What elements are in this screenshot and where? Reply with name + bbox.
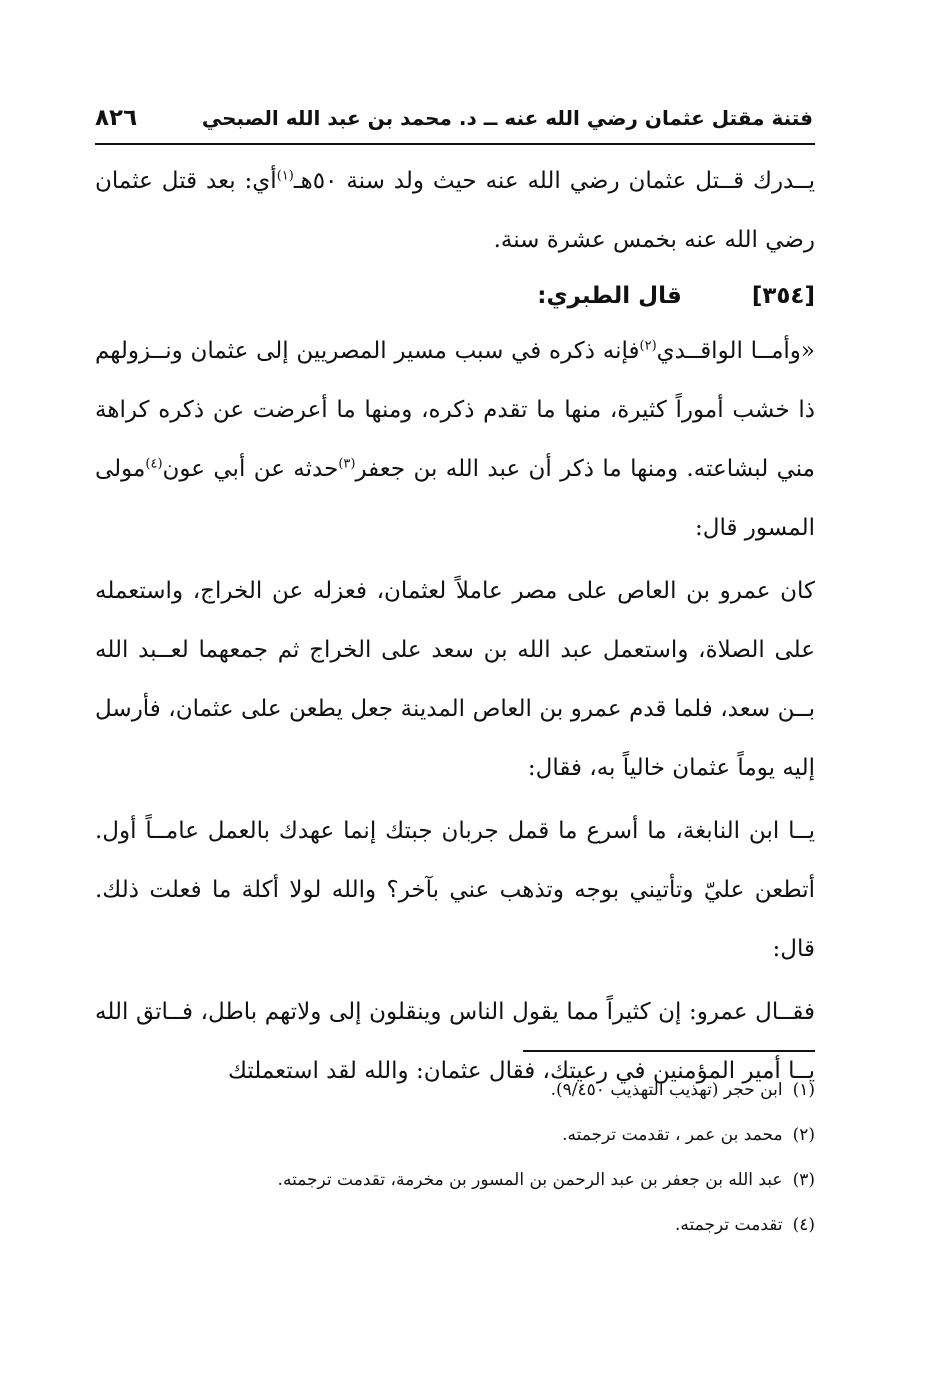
footnote-4: [95, 1203, 815, 1248]
running-header: [95, 98, 813, 138]
paragraph-2-part-a: «وأمــا الواقــدي: [656, 338, 815, 364]
paragraph-4: يــا ابن النابغة، ما أسرع ما قمل جربان جبتك إنما عهدك بالعمل عامــاً أول. أتطعن عليّ وتأتيني بوجه وتذهب عني بآخر؟ والله لولا أكلة ما فعلت ذلك. قال:: [95, 818, 815, 962]
footnote-3: [95, 1158, 815, 1203]
body-text: [95, 152, 815, 1101]
section-label: قال الطبري:: [537, 283, 682, 309]
footnote-number: (٤): [792, 1215, 815, 1235]
footnote-ref-4[interactable]: (٤): [145, 456, 163, 472]
footnote-2: [95, 1113, 815, 1158]
footnote-number: (٣): [792, 1170, 815, 1190]
footnote-ref-1[interactable]: (١): [276, 168, 294, 184]
paragraph-1-start: يــدرك قــتل عثمان رضي الله عنه حيث ولد سنة ٥٠هـ: [293, 168, 816, 194]
paragraph-5: فقــال عمرو: إن كثيراً مما يقول الناس وينقلون إلى ولاتهم باطل، فــاتق الله يــا أمير المؤمنين في رعيتك، فقال عثمان: والله لقد استعملتك: [95, 999, 815, 1084]
paragraph-1: [95, 152, 815, 270]
paragraph-1-end: أي: بعد قتل عثمان رضي الله عنه بخمس عشرة سنة.: [95, 168, 815, 253]
paragraph-2: [95, 322, 815, 558]
paragraph-2-part-c: حدثه عن أبي عون: [162, 456, 339, 482]
section-number: [٣٥٤]: [751, 283, 815, 309]
footnote-text: محمد بن عمر ، تقدمت ترجمته.: [562, 1125, 783, 1145]
footnote-text: عبد الله بن جعفر بن عبد الرحمن بن المسور بن مخرمة، تقدمت ترجمته.: [277, 1170, 783, 1190]
footnote-1: [95, 1068, 815, 1113]
footnote-text: ابن حجر (تهذيب التهذيب ٩/٤٥٠).: [550, 1080, 783, 1100]
footnote-rule: [523, 1050, 815, 1052]
footnote-ref-2[interactable]: (٢): [639, 338, 657, 354]
footnote-number: (٢): [792, 1125, 815, 1145]
paragraph-3: كان عمرو بن العاص على مصر عاملاً لعثمان، فعزله عن الخراج، واستعمله على الصلاة، واستعمل عبد الله بن سعد على الخراج ثم جمعهما لعــبد الله بــن سعد، فلما قدم عمرو بن العاص المدينة جعل يطعن على عثمان، فأرسل إليه يوماً عثمان خالياً به، فقال:: [95, 578, 815, 781]
footnote-ref-3[interactable]: (٣): [338, 456, 356, 472]
footnote-text: تقدمت ترجمته.: [675, 1215, 783, 1235]
footnotes: [95, 1068, 815, 1248]
page-number: ٨٢٦: [95, 105, 138, 131]
paragraph-2-part-d: مولى المسور قال:: [95, 456, 815, 541]
paragraph-2-part-b: فإنه ذكره في سبب مسير المصريين إلى عثمان ونــزولهم ذا خشب أموراً كثيرة، منها ما تقدم ذكره، ومنها ما أعرضت عن ذكره كراهة مني لبشاعته. ومنها ما ذكر أن عبد الله بن جعفر: [95, 338, 816, 482]
running-header-title: فتنة مقتل عثمان رضي الله عنه ــ د. محمد بن عبد الله الصبحي: [201, 106, 813, 130]
section-heading: [95, 270, 815, 322]
header-rule: [95, 143, 815, 145]
footnote-number: (١): [792, 1080, 815, 1100]
